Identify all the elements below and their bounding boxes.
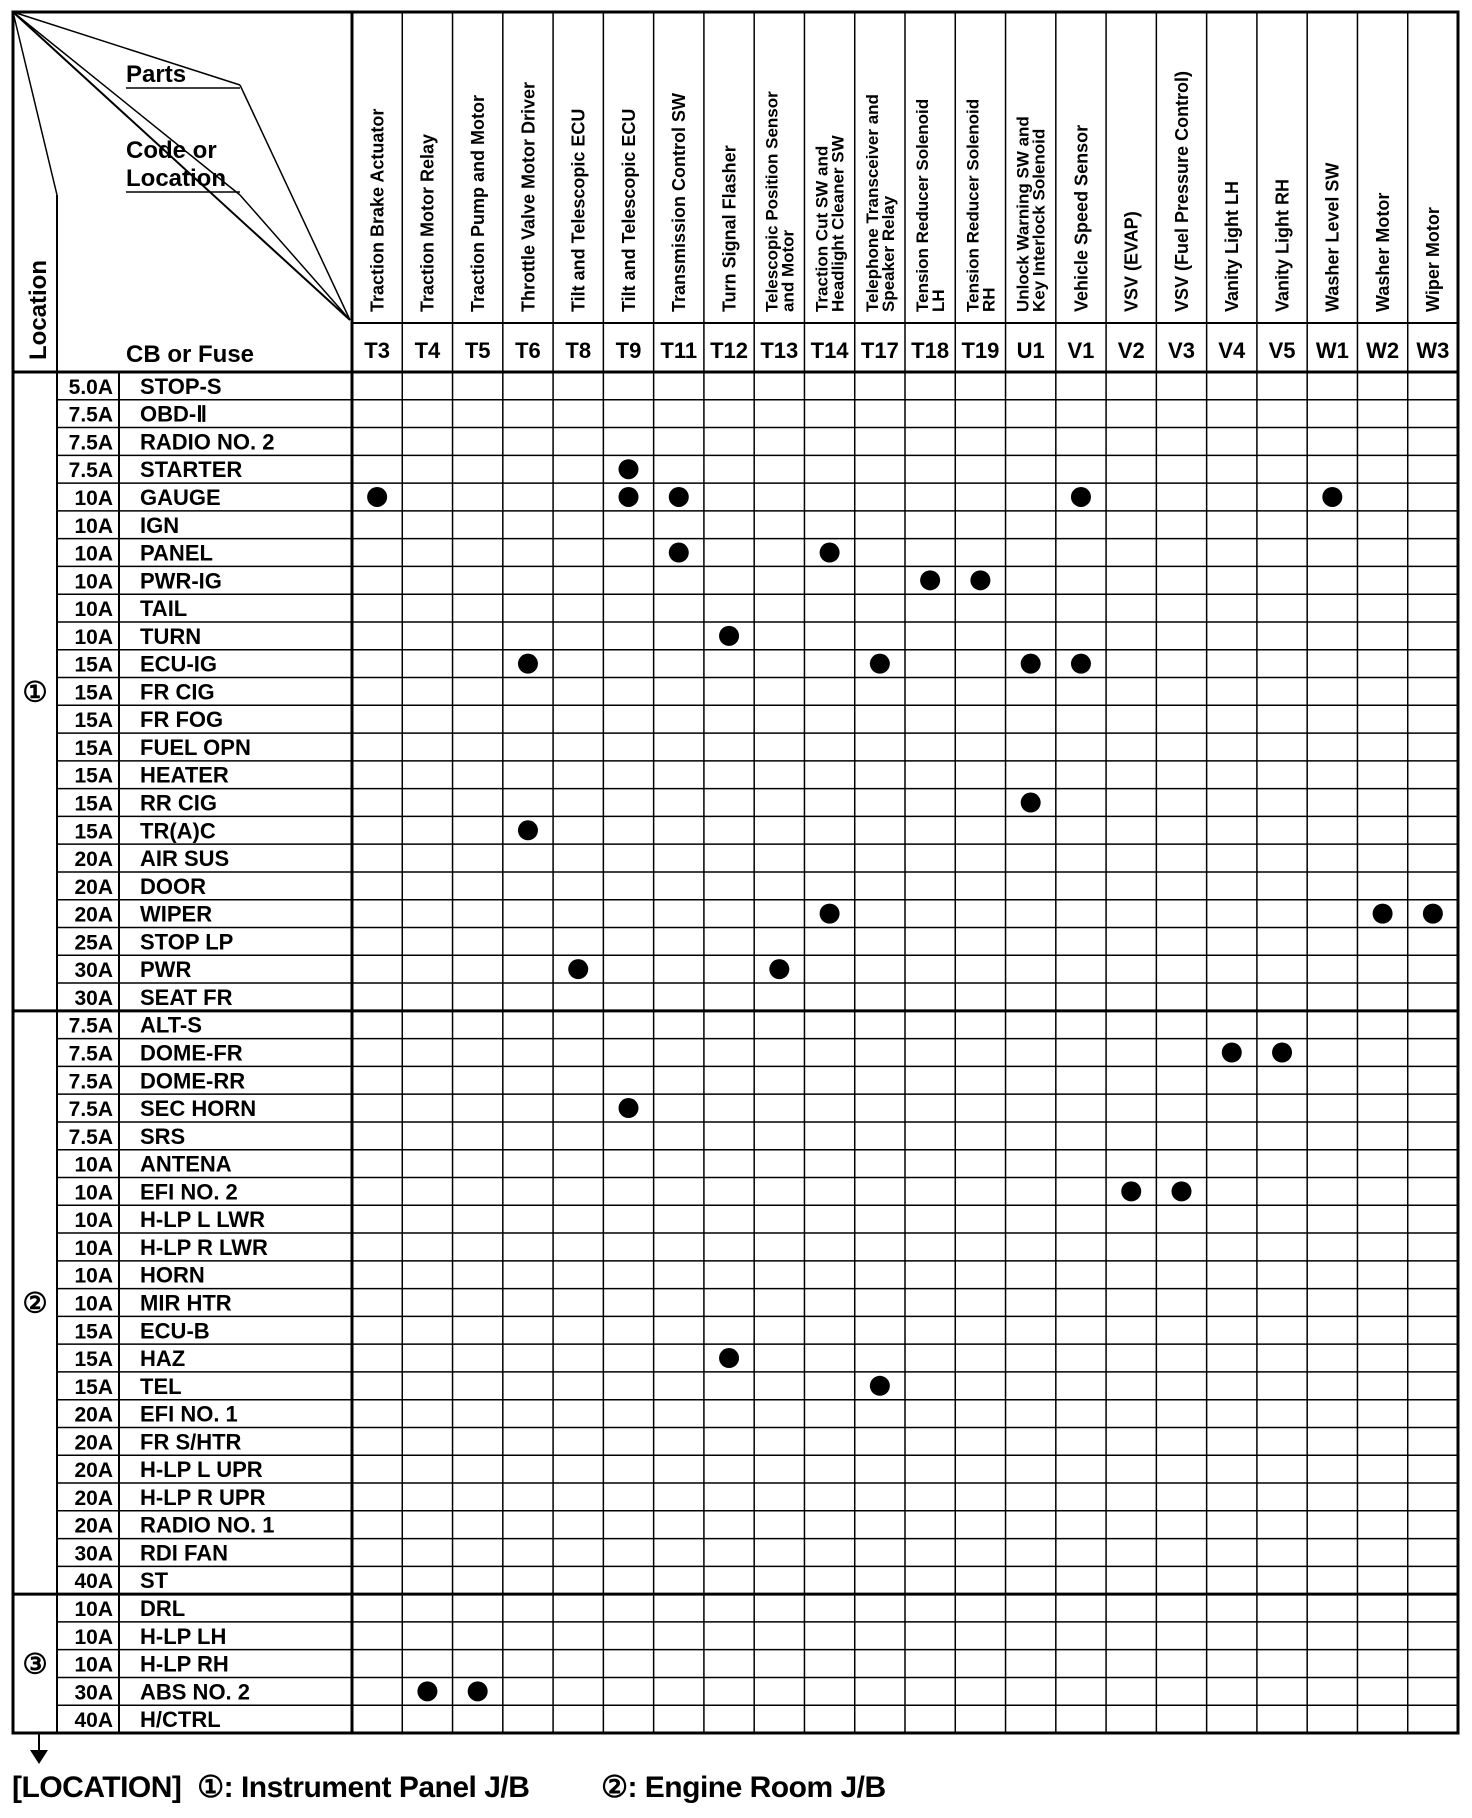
parts-label: Parts [126, 61, 187, 88]
legend-item-2: ②: Engine Room J/B [601, 1771, 886, 1804]
connection-dot [1172, 1181, 1192, 1201]
fuse-name: EFI NO. 2 [140, 1179, 238, 1205]
column-part-name: Vanity Light RH [1272, 178, 1293, 312]
connection-dot [769, 959, 789, 979]
column-code: T11 [660, 338, 698, 363]
fuse-name: HAZ [140, 1346, 186, 1372]
fuse-name: STOP LP [140, 929, 234, 955]
amp-rating: 10A [74, 1236, 113, 1260]
connection-dot [669, 543, 689, 563]
column-code: T13 [760, 338, 799, 363]
code-label-line2: Location [126, 165, 226, 192]
fuse-name: WIPER [140, 901, 213, 927]
amp-rating: 15A [74, 653, 113, 677]
column-part-name: Headlight Cleaner SW [828, 135, 848, 312]
column-code: W1 [1315, 338, 1349, 363]
fuse-name: FR CIG [140, 679, 215, 705]
fuse-name: H-LP R LWR [140, 1234, 268, 1260]
column-code: T14 [810, 338, 849, 363]
amp-rating: 20A [74, 1431, 113, 1455]
fuse-name: GAUGE [140, 484, 221, 510]
amp-rating: 10A [74, 1598, 113, 1622]
cb-or-fuse-label: CB or Fuse [126, 341, 255, 368]
amp-rating: 10A [74, 542, 113, 566]
column-code: U1 [1016, 338, 1045, 363]
fuse-name: RADIO NO. 2 [140, 429, 275, 455]
location-arrow [30, 1733, 48, 1764]
column-headers [364, 71, 1449, 363]
column-code: T12 [710, 338, 749, 363]
column-part-name: Traction Motor Relay [417, 133, 438, 312]
column-part-name: Vehicle Speed Sensor [1071, 124, 1092, 312]
column-part-name: Telephone Transceiver and [862, 94, 882, 312]
connection-dot [1071, 487, 1091, 507]
fuse-name: ECU-IG [140, 651, 217, 677]
amp-rating: 10A [74, 598, 113, 622]
chart-header [25, 61, 254, 368]
connection-dot [870, 654, 890, 674]
amp-rating: 15A [74, 736, 113, 760]
fuse-name: DRL [140, 1596, 186, 1622]
amp-rating: 7.5A [68, 459, 113, 483]
amp-rating: 7.5A [68, 403, 113, 427]
location-marker: ② [22, 1287, 48, 1319]
column-code: T4 [414, 338, 441, 363]
fuse-name: RDI FAN [140, 1540, 228, 1566]
connection-dot [1071, 654, 1091, 674]
fuse-name: STOP-S [140, 373, 222, 399]
fuse-name: PWR-IG [140, 568, 222, 594]
fuse-name: ANTENA [140, 1151, 232, 1177]
column-code: V4 [1218, 338, 1246, 363]
column-part-name: Transmission Control SW [669, 92, 690, 312]
column-part-name: Throttle Valve Motor Driver [518, 81, 539, 312]
connection-dot [870, 1376, 890, 1396]
fuse-name: H-LP RH [140, 1651, 229, 1677]
connection-dot [619, 487, 639, 507]
column-code: V2 [1117, 338, 1145, 363]
fuse-name: H-LP L LWR [140, 1207, 266, 1233]
fuse-name: H-LP L UPR [140, 1457, 263, 1483]
amp-rating: 10A [74, 1264, 113, 1288]
column-part-name: Key Interlock Solenoid [1029, 128, 1049, 312]
amp-rating: 30A [74, 1681, 113, 1705]
amp-rating: 7.5A [68, 1042, 113, 1066]
column-part-name: Vanity Light LH [1222, 180, 1243, 312]
column-part-name: Traction Pump and Motor [467, 94, 488, 312]
fuse-name: STARTER [140, 457, 243, 483]
connection-dot [1222, 1043, 1242, 1063]
connection-dot [619, 1098, 639, 1118]
column-part-name: Speaker Relay [878, 195, 898, 312]
amp-rating: 10A [74, 625, 113, 649]
amp-rating: 30A [74, 959, 113, 983]
location-marker: ① [22, 676, 48, 708]
connection-dot [1322, 487, 1342, 507]
connection-dot [1373, 904, 1393, 924]
fuse-name: RR CIG [140, 790, 217, 816]
fuse-name: ST [140, 1568, 169, 1594]
column-code: T8 [565, 338, 592, 363]
legend-item-1: ①: Instrument Panel J/B [197, 1771, 530, 1804]
connection-dot [417, 1681, 437, 1701]
amp-rating: 30A [74, 1542, 113, 1566]
amp-rating: 10A [74, 486, 113, 510]
fuse-name: ABS NO. 2 [140, 1679, 251, 1705]
connection-dot [1021, 793, 1041, 813]
column-part-name: Washer Level SW [1322, 162, 1343, 312]
fuse-name: TURN [140, 623, 202, 649]
location-marker: ③ [22, 1648, 48, 1680]
connection-dot [820, 904, 840, 924]
column-code: T18 [911, 338, 950, 363]
amp-rating: 15A [74, 1320, 113, 1344]
connection-dot [367, 487, 387, 507]
table-rows [22, 374, 274, 1732]
amp-rating: 40A [74, 1709, 113, 1733]
column-part-name: Traction Brake Actuator [367, 108, 388, 312]
column-part-name: RH [979, 287, 999, 312]
connection-dot [468, 1681, 488, 1701]
fuse-name: DOME-FR [140, 1040, 243, 1066]
header-diagonal [13, 12, 57, 195]
connection-dot [1021, 654, 1041, 674]
fuse-name: PWR [140, 957, 192, 983]
column-part-name: and Motor [778, 229, 798, 312]
column-part-name: Unlock Warning SW and [1013, 116, 1033, 312]
legend-prefix: [LOCATION] [12, 1771, 182, 1804]
amp-rating: 15A [74, 820, 113, 844]
fuse-name: H-LP R UPR [140, 1484, 266, 1510]
amp-rating: 10A [74, 1625, 113, 1649]
column-code: W2 [1366, 338, 1400, 363]
fuse-name: PANEL [140, 540, 213, 566]
column-part-name: Tilt and Telescopic ECU [618, 108, 639, 312]
fuse-name: HEATER [140, 762, 229, 788]
column-code: V1 [1067, 338, 1095, 363]
amp-rating: 15A [74, 709, 113, 733]
column-part-name: Tension Reducer Solenoid [913, 98, 933, 312]
column-part-name: Turn Signal Flasher [719, 145, 740, 312]
column-part-name: Tension Reducer Solenoid [963, 98, 983, 312]
amp-rating: 7.5A [68, 1098, 113, 1122]
fuse-name: FR FOG [140, 707, 224, 733]
amp-rating: 15A [74, 1348, 113, 1372]
column-part-name: VSV (EVAP) [1121, 211, 1142, 312]
amp-rating: 10A [74, 1181, 113, 1205]
column-part-name: Tilt and Telescopic ECU [568, 108, 589, 312]
amp-rating: 7.5A [68, 1125, 113, 1149]
amp-rating: 10A [74, 514, 113, 538]
amp-rating: 10A [74, 1653, 113, 1677]
amp-rating: 20A [74, 1459, 113, 1483]
fuse-name: RADIO NO. 1 [140, 1512, 275, 1538]
fuse-name: HORN [140, 1262, 205, 1288]
column-code: T5 [464, 338, 491, 363]
column-code: T17 [860, 338, 899, 363]
connection-dot [820, 543, 840, 563]
fuse-name: SEAT FR [140, 984, 233, 1010]
fuse-name: ECU-B [140, 1318, 210, 1344]
fuse-name: FUEL OPN [140, 734, 251, 760]
fuse-name: DOME-RR [140, 1068, 246, 1094]
location-label: Location [25, 260, 52, 360]
amp-rating: 7.5A [68, 1070, 113, 1094]
column-code: V3 [1168, 338, 1195, 363]
amp-rating: 5.0A [68, 375, 113, 399]
connection-dot [719, 1348, 739, 1368]
amp-rating: 10A [74, 1153, 113, 1177]
connection-dot [1423, 904, 1443, 924]
down-arrow-icon [30, 1750, 48, 1764]
column-code: T6 [515, 338, 541, 363]
column-code: T9 [615, 338, 642, 363]
amp-rating: 25A [74, 931, 113, 955]
header-diagonal [240, 195, 350, 320]
column-code: W3 [1416, 338, 1450, 363]
header-diagonal [240, 85, 350, 320]
connection-dot [518, 654, 538, 674]
connection-dot [669, 487, 689, 507]
amp-rating: 10A [74, 1209, 113, 1233]
fuse-name: AIR SUS [140, 846, 230, 872]
fuse-name: IGN [140, 512, 180, 538]
fuse-name: H-LP LH [140, 1623, 227, 1649]
connection-dot [1272, 1043, 1292, 1063]
column-part-name: Traction Cut SW and [812, 145, 832, 312]
amp-rating: 30A [74, 986, 113, 1010]
fuse-name: SEC HORN [140, 1096, 257, 1122]
header-diagonal [13, 12, 350, 320]
amp-rating: 40A [74, 1570, 113, 1594]
location-legend [12, 1770, 894, 1805]
amp-rating: 10A [74, 1292, 113, 1316]
fuse-name: MIR HTR [140, 1290, 232, 1316]
connection-dot [970, 570, 990, 590]
column-part-name: Telescopic Position Sensor [762, 91, 782, 312]
column-part-name: VSV (Fuel Pressure Control) [1171, 70, 1192, 312]
amp-rating: 7.5A [68, 431, 113, 455]
amp-rating: 20A [74, 1486, 113, 1510]
amp-rating: 20A [74, 875, 113, 899]
amp-rating: 20A [74, 1514, 113, 1538]
column-part-name: LH [929, 289, 949, 312]
amp-rating: 15A [74, 1375, 113, 1399]
connection-dot [619, 459, 639, 479]
amp-rating: 10A [74, 570, 113, 594]
fuse-name: EFI NO. 1 [140, 1401, 238, 1427]
column-part-name: Wiper Motor [1423, 207, 1444, 312]
fuse-name: ALT-S [140, 1012, 202, 1038]
amp-rating: 20A [74, 1403, 113, 1427]
fuse-name: TAIL [140, 596, 188, 622]
fuse-name: TR(A)C [140, 818, 216, 844]
column-code: T3 [364, 338, 390, 363]
connection-dot [568, 959, 588, 979]
amp-rating: 15A [74, 764, 113, 788]
fuse-name: TEL [140, 1373, 182, 1399]
amp-rating: 20A [74, 903, 113, 927]
fuse-name: FR S/HTR [140, 1429, 242, 1455]
fuse-name: OBD-Ⅱ [140, 401, 208, 427]
code-label-line1: Code or [126, 137, 217, 164]
fuse-name: DOOR [140, 873, 206, 899]
column-code: V5 [1268, 338, 1296, 363]
fuse-name: SRS [140, 1123, 186, 1149]
amp-rating: 7.5A [68, 1014, 113, 1038]
amp-rating: 15A [74, 681, 113, 705]
column-part-name: Washer Motor [1372, 192, 1393, 312]
column-code: T19 [961, 338, 1000, 363]
connection-dot [518, 820, 538, 840]
fuse-name: H/CTRL [140, 1707, 221, 1733]
amp-rating: 20A [74, 848, 113, 872]
connection-dot [719, 626, 739, 646]
connection-dot [920, 570, 940, 590]
connection-dot [1121, 1181, 1141, 1201]
amp-rating: 15A [74, 792, 113, 816]
